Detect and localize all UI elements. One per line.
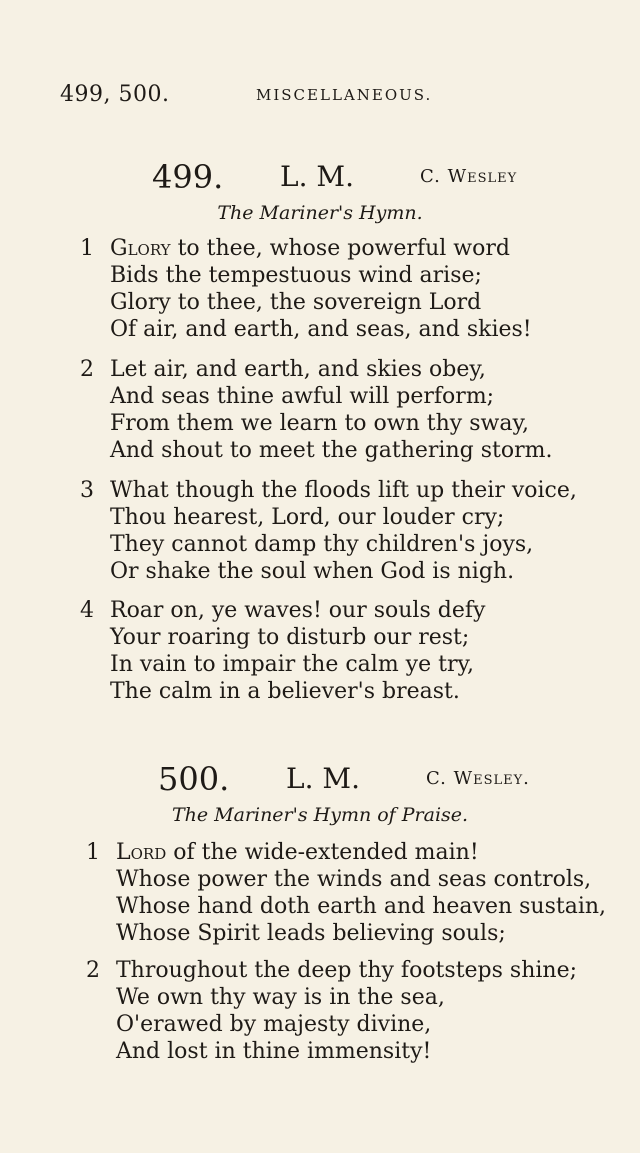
- hymn-number: 499.: [152, 158, 224, 196]
- verse-line: And shout to meet the gathering storm.: [110, 438, 553, 463]
- verse-line: The calm in a believer's breast.: [110, 679, 460, 704]
- stanza-number: 2: [86, 958, 100, 983]
- verse-line: Glory to thee, the sovereign Lord: [110, 290, 482, 315]
- verse-line: O'erawed by majesty divine,: [116, 1012, 432, 1037]
- verse-line: Whose power the winds and seas controls,: [116, 867, 592, 892]
- hymn-499-header: [0, 158, 640, 198]
- verse-line: Whose Spirit leads believing souls;: [116, 921, 506, 946]
- hymn-author: C. Wesley: [420, 166, 518, 187]
- verse-line: Thou hearest, Lord, our louder cry;: [110, 505, 505, 530]
- verse-line: Lord of the wide-extended main!: [116, 840, 479, 865]
- verse-line: And seas thine awful will perform;: [110, 384, 495, 409]
- verse-line: Roar on, ye waves! our souls defy: [110, 598, 486, 623]
- hymn-subtitle: The Mariner's Hymn.: [217, 202, 423, 224]
- verse-line: We own thy way is in the sea,: [116, 985, 445, 1010]
- verse-line: From them we learn to own thy sway,: [110, 411, 529, 436]
- hymn-author: C. Wesley.: [426, 768, 530, 789]
- stanza-number: 2: [80, 357, 94, 382]
- verse-line: In vain to impair the calm ye try,: [110, 652, 474, 677]
- verse-line: Of air, and earth, and seas, and skies!: [110, 317, 532, 342]
- verse-line: Throughout the deep thy footsteps shine;: [116, 958, 578, 983]
- running-head: [60, 82, 620, 110]
- verse-line: Whose hand doth earth and heaven sustain,: [116, 894, 607, 919]
- page-numbers: 499, 500.: [60, 82, 170, 107]
- verse-line: Glory to thee, whose powerful word: [110, 236, 510, 261]
- verse-line: They cannot damp thy children's joys,: [110, 532, 534, 557]
- hymn-subtitle: The Mariner's Hymn of Praise.: [171, 804, 469, 826]
- verse-line: And lost in thine immensity!: [116, 1039, 432, 1064]
- stanza-number: 4: [80, 598, 94, 623]
- verse-line: Your roaring to disturb our rest;: [110, 625, 470, 650]
- section-title: MISCELLANEOUS.: [256, 86, 433, 104]
- verse-line: Bids the tempestuous wind arise;: [110, 263, 482, 288]
- stanza-number: 1: [86, 840, 100, 865]
- stanza-number: 1: [80, 236, 94, 261]
- stanza-number: 3: [80, 478, 94, 503]
- verse-line: Or shake the soul when God is nigh.: [110, 559, 515, 584]
- verse-line: What though the floods lift up their voice,: [110, 478, 577, 503]
- hymn-meter: L. M.: [286, 762, 360, 795]
- verse-line: Let air, and earth, and skies obey,: [110, 357, 486, 382]
- hymn-meter: L. M.: [280, 160, 354, 193]
- hymn-number: 500.: [158, 760, 230, 798]
- hymn-500-header: [0, 760, 640, 800]
